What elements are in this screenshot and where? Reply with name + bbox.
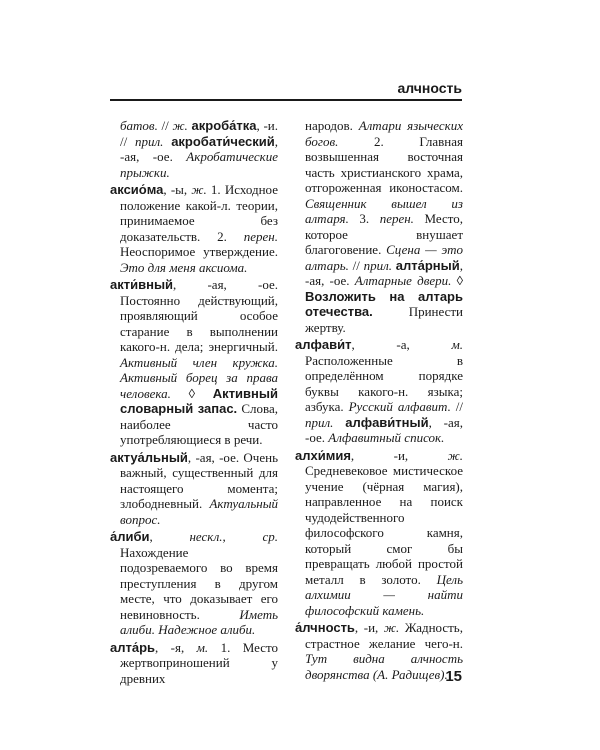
definition-text: , -и. //: [120, 118, 278, 149]
italic-text: Актуальный вопрос.: [120, 496, 278, 527]
right-column: [295, 118, 463, 684]
italic-text: м.: [196, 639, 209, 655]
definition-text: Принести жертву.: [305, 304, 463, 335]
italic-text: прил.: [135, 133, 164, 149]
headword: Активный словарный запас.: [120, 385, 278, 416]
dictionary-entry: [295, 337, 463, 446]
definition-text: , -ая, -ое.: [120, 133, 278, 164]
definition-text: , -ая, -ое.: [305, 414, 463, 445]
italic-text: прил.: [305, 414, 334, 430]
definition-text: 1. Место жертвоприношений у древних: [120, 639, 278, 686]
headword: акти́вный: [110, 277, 174, 292]
definition-text: //: [450, 399, 463, 414]
definition-text: , -ая, -ое. Постоянно действующий, проявляющий особое старание в выполнении какого-н. дела; энергичный.: [120, 277, 278, 354]
italic-text: ж.: [191, 182, 207, 197]
entry-continuation: [110, 118, 278, 180]
italic-text: перен.: [243, 228, 278, 244]
definition-text: //: [348, 257, 364, 273]
italic-text: Тут видна алчность дворянства (А. Радищев).: [305, 651, 463, 682]
definition-text: , -ая, -ое.: [305, 257, 463, 288]
definition-text: , -я,: [155, 639, 197, 655]
italic-text: м.: [451, 337, 463, 352]
italic-text: нескл., ср.: [189, 529, 278, 544]
headword: аксио́ма: [110, 182, 164, 197]
headword: алфави́т: [295, 337, 352, 352]
italic-text: Акробатические прыжки.: [120, 149, 278, 180]
dictionary-entry: [110, 450, 278, 528]
headword: акроба́тка: [191, 118, 257, 133]
definition-text: Жадность, страстное желание чего-н.: [305, 620, 463, 651]
definition-text: 2. Главная возвышенная восточная часть христианского храма, отгороженная иконостасом.: [305, 133, 463, 195]
italic-text: Это для меня аксиома.: [120, 259, 248, 275]
definition-text: , -и,: [354, 620, 384, 635]
italic-text: Активный член кружка. Активный борец за права человека.: [120, 354, 278, 401]
definition-text: Расположенные в определённом порядке буквы какого-н. языка; азбука.: [305, 352, 463, 414]
headword: алта́рь: [110, 639, 156, 655]
italic-text: Алфавитный список.: [328, 430, 445, 445]
definition-text: ◊: [170, 385, 213, 401]
headword: алта́рный: [395, 257, 460, 273]
entry-continuation: [295, 118, 463, 335]
headword: актуа́льный: [110, 449, 188, 465]
italic-text: Иметь алиби. Надежное алиби.: [120, 606, 278, 637]
dictionary-entry: [110, 277, 278, 448]
dictionary-entry: [110, 640, 278, 687]
definition-text: //: [157, 118, 173, 133]
definition-text: 1. Исходное положение какой-л. теории, принимаемое без доказательств. 2.: [120, 182, 278, 244]
italic-text: Сцена — это алтарь.: [305, 242, 463, 273]
dictionary-entry: [295, 448, 463, 619]
italic-text: перен.: [379, 211, 414, 226]
headword: алхи́мия: [295, 447, 351, 463]
headword: акробати́ческий: [171, 133, 275, 149]
definition-text: , -ая, -ое. Очень важный, существенный для настоящего момента; злободневный.: [120, 449, 278, 511]
italic-text: ж.: [172, 118, 188, 133]
italic-text: Алтари языческих богов.: [305, 118, 464, 149]
italic-text: батов.: [120, 118, 158, 133]
headword: а́лчность: [295, 620, 355, 635]
definition-text: 3.: [348, 211, 380, 226]
definition-text: , -и,: [350, 447, 448, 463]
italic-text: Алтарные двери.: [354, 273, 452, 288]
headword: а́либи: [110, 529, 150, 544]
dictionary-entry: [110, 529, 278, 638]
definition-text: ,: [149, 529, 190, 544]
left-column: [110, 118, 278, 688]
page-number: 15: [445, 668, 462, 685]
italic-text: ж.: [383, 620, 400, 635]
definition-text: народов.: [305, 118, 359, 133]
italic-text: прил.: [363, 257, 393, 273]
definition-text: Место, которое внушает благоговение.: [305, 211, 463, 257]
definition-text: , -а,: [351, 337, 452, 352]
definition-text: , -ы,: [163, 182, 192, 197]
headword: Возложить на алтарь отечества.: [305, 288, 463, 319]
definition-text: [333, 415, 345, 430]
definition-text: Неоспоримое утверждение.: [120, 244, 278, 259]
italic-text: Цель алхимии — найти философский камень.: [305, 571, 463, 618]
headword: алфави́тный: [345, 414, 429, 430]
italic-text: ж.: [447, 447, 463, 463]
dictionary-entry: [110, 182, 278, 275]
definition-text: Средневековое мистическое учение (чёрная магия), направленное на поиск чудодейственного философского камня, который смог бы превращать любой простой металл в золото.: [305, 463, 463, 587]
header-rule: [110, 99, 462, 101]
running-head: алчность: [397, 80, 462, 96]
definition-text: Слова, наиболее часто употребляющиеся в речи.: [120, 401, 278, 447]
italic-text: Священник вышел из алтаря.: [305, 195, 463, 226]
italic-text: Русский алфавит.: [348, 399, 451, 414]
definition-text: Нахождение подозреваемого во время преступления в другом месте, что доказывает его невиновность.: [120, 544, 278, 622]
definition-text: ◊: [451, 273, 463, 288]
